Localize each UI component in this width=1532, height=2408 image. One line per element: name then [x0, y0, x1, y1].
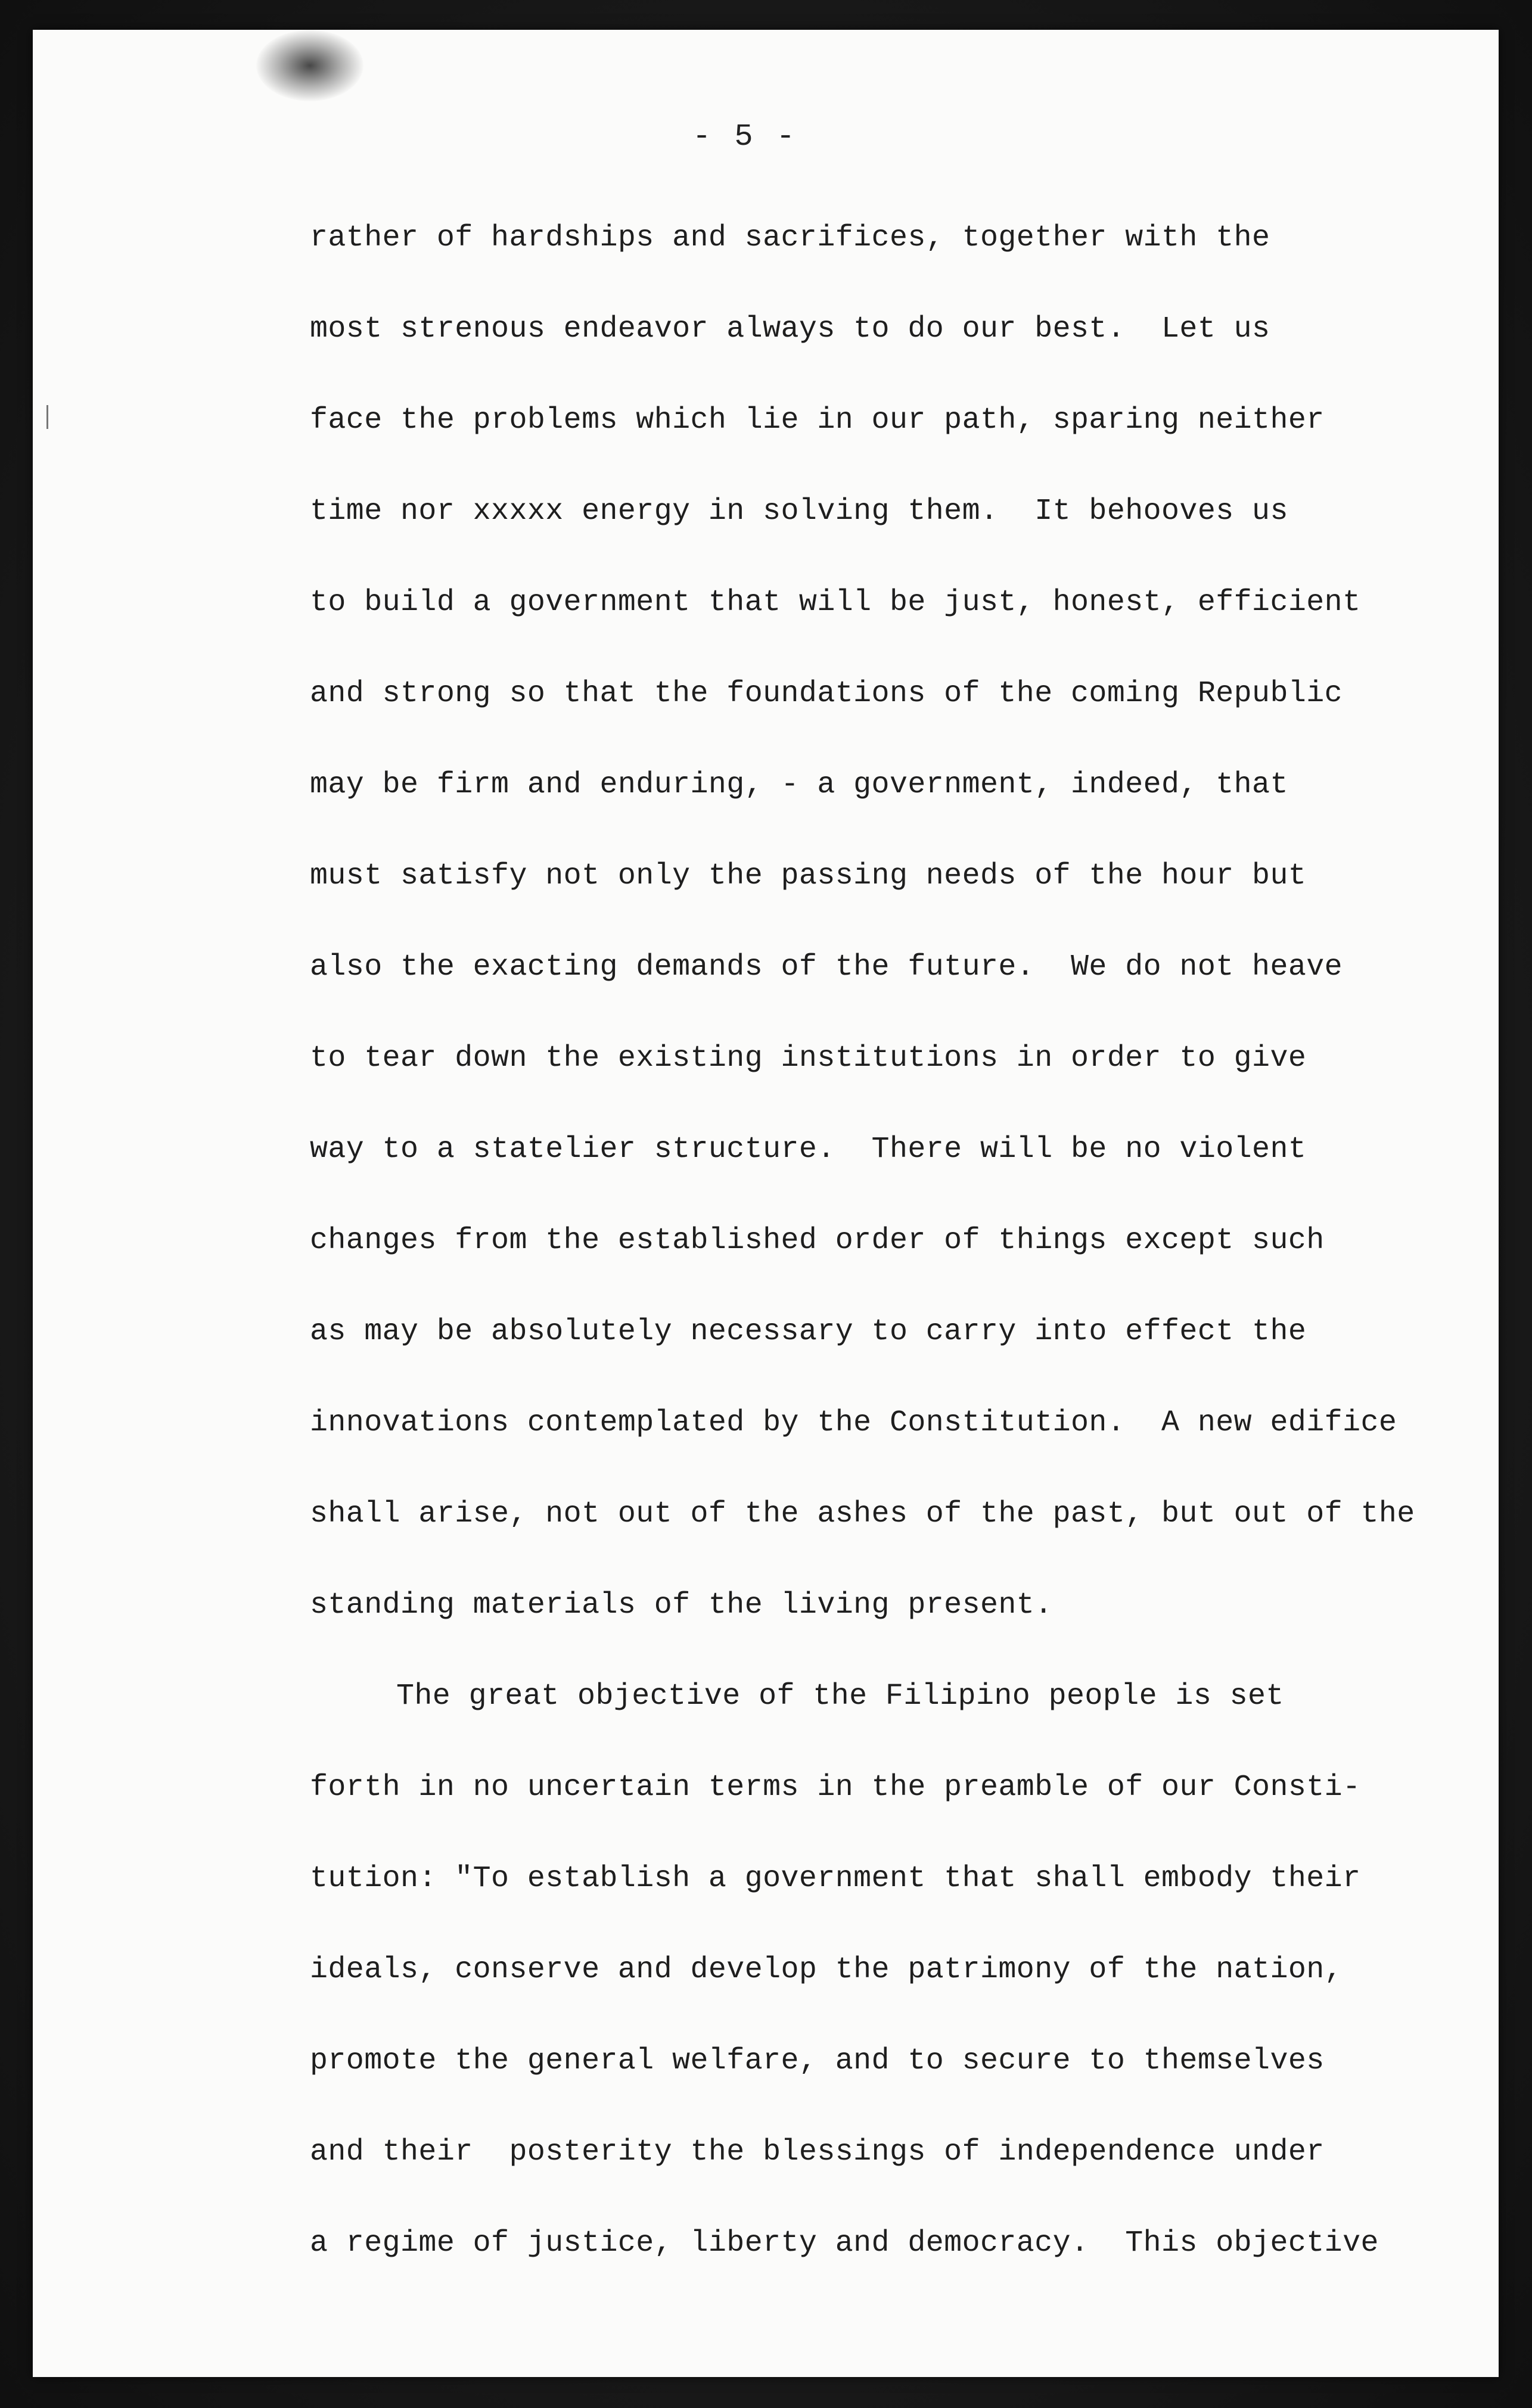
text-line: innovations contemplated by the Constitution. A new edifice [310, 1406, 1397, 1440]
text-line: as may be absolutely necessary to carry into effect the [310, 1315, 1307, 1349]
text-line: a regime of justice, liberty and democracy. This objective [310, 2226, 1379, 2260]
text-line: and their posterity the blessings of independence under [310, 2135, 1325, 2169]
text-line: to tear down the existing institutions in order to give [310, 1041, 1307, 1075]
ink-smudge [256, 30, 363, 101]
text-line: standing materials of the living present. [310, 1588, 1053, 1622]
margin-tick [46, 405, 48, 429]
typewritten-page [33, 30, 1499, 2377]
text-line: most strenous endeavor always to do our best. Let us [310, 312, 1270, 346]
page-number: - 5 - [692, 119, 798, 154]
text-line: way to a statelier structure. There will be no violent [310, 1133, 1307, 1166]
text-line: promote the general welfare, and to secure to themselves [310, 2044, 1325, 2078]
text-line: rather of hardships and sacrifices, together with the [310, 221, 1270, 255]
text-line: tution: "To establish a government that shall embody their [310, 1862, 1361, 1896]
text-line: may be firm and enduring, - a government, indeed, that [310, 768, 1288, 802]
text-line: ideals, conserve and develop the patrimony of the nation, [310, 1953, 1343, 1987]
text-line: time nor xxxxx energy in solving them. It behooves us [310, 494, 1288, 528]
text-line: to build a government that will be just, honest, efficient [310, 586, 1361, 620]
text-line: must satisfy not only the passing needs of the hour but [310, 859, 1307, 893]
text-line: also the exacting demands of the future. We do not heave [310, 950, 1343, 984]
paragraph-start-line: The great objective of the Filipino people is set [396, 1679, 1284, 1713]
text-line: face the problems which lie in our path, sparing neither [310, 403, 1325, 437]
text-line: shall arise, not out of the ashes of the past, but out of the [310, 1497, 1415, 1531]
text-line: changes from the established order of things except such [310, 1224, 1325, 1258]
text-line: and strong so that the foundations of the coming Republic [310, 677, 1343, 711]
text-line: forth in no uncertain terms in the preamble of our Consti- [310, 1771, 1361, 1805]
